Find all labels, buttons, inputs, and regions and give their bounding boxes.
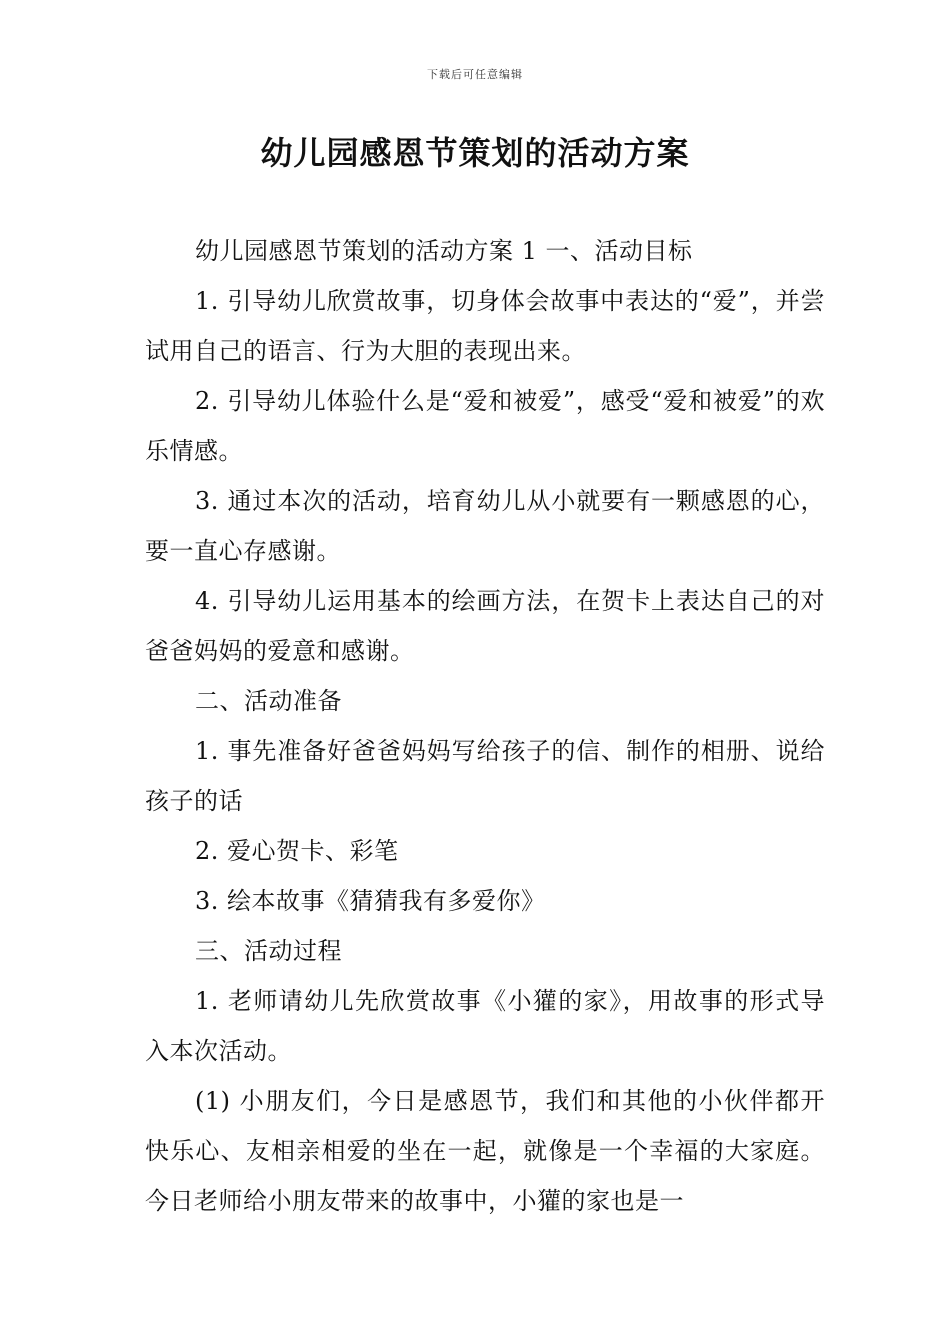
section-heading-process: 三、活动过程 (195, 937, 342, 965)
paragraph-process-1: 1. 老师请幼儿先欣赏故事《小獾的家》，用故事的形式导入本次活动。 (145, 987, 825, 1065)
document-title: 幼儿园感恩节策划的活动方案 (260, 134, 690, 172)
paragraph-goal-3: 3. 通过本次的活动，培育幼儿从小就要有一颗感恩的心，要一直心存感谢。 (145, 487, 825, 565)
paragraph-goal-4: 4. 引导幼儿运用基本的绘画方法，在贺卡上表达自己的对爸爸妈妈的爱意和感谢。 (145, 587, 825, 665)
document-body (145, 226, 825, 1226)
paragraph-intro: 幼儿园感恩节策划的活动方案 1 一、活动目标 (195, 237, 693, 265)
paragraph-goal-2: 2. 引导幼儿体验什么是“爱和被爱”，感受“爱和被爱”的欢乐情感。 (145, 387, 825, 465)
paragraph-prep-1: 1. 事先准备好爸爸妈妈写给孩子的信、制作的相册、说给孩子的话 (145, 737, 825, 815)
header-note: 下载后可任意编辑 (427, 68, 523, 81)
section-heading-preparation: 二、活动准备 (195, 687, 342, 715)
paragraph-goal-1: 1. 引导幼儿欣赏故事，切身体会故事中表达的“爱”，并尝试用自己的语言、行为大胆的表现出来。 (145, 287, 825, 365)
paragraph-prep-3: 3. 绘本故事《猜猜我有多爱你》 (195, 887, 546, 915)
paragraph-prep-2: 2. 爱心贺卡、彩笔 (195, 837, 399, 865)
paragraph-process-1-1: (1) 小朋友们，今日是感恩节，我们和其他的小伙伴都开快乐心、友相亲相爱的坐在一起，就像是一个幸福的大家庭。今日老师给小朋友带来的故事中，小獾的家也是一 (145, 1087, 825, 1215)
